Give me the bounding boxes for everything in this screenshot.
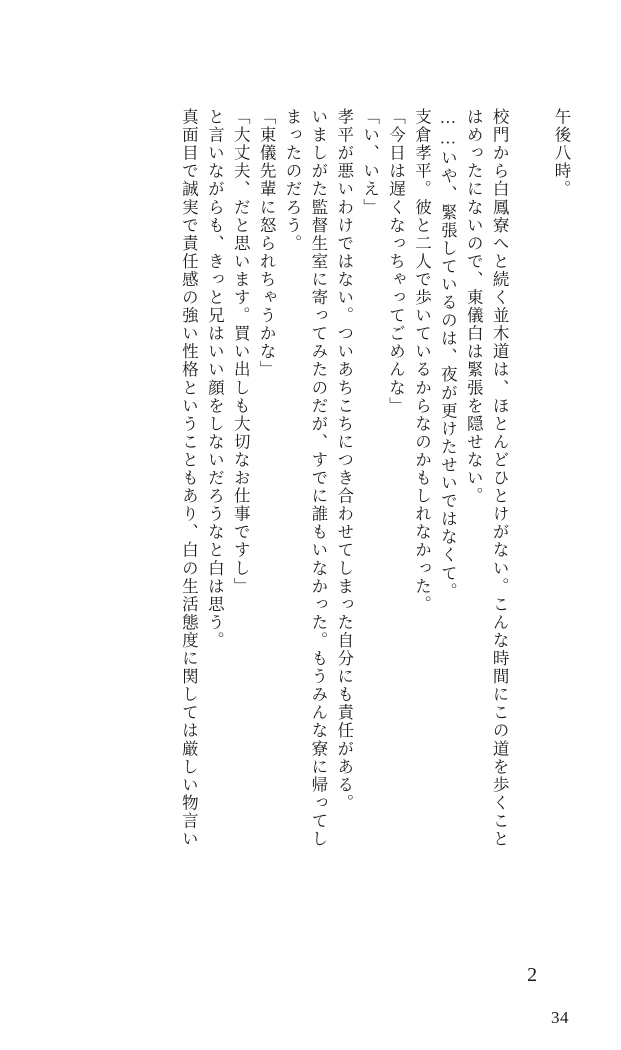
- text-column: 孝平が悪いわけではない。ついあちこちにつき合わせてしまった自分にも責任がある。: [334, 108, 354, 812]
- text-column: 「東儀先輩に怒られちゃうかな」: [257, 108, 277, 379]
- text-column: 「大丈夫、だと思います。買い出しも大切なお仕事ですし」: [231, 108, 251, 596]
- text-column: はめったにないので、東儀白は緊張を隠せない。: [464, 108, 484, 506]
- text-column: 午後八時。: [552, 108, 571, 199]
- text-column: 真面目で誠実で責任感の強い性格ということもあり、白の生活態度に関しては厳しい物言い: [179, 108, 199, 849]
- text-column: いましがた監督生室に寄ってみたのだが、すでに誰もいなかった。もうみんな寮に帰ってし: [308, 108, 328, 849]
- text-column: ……いや、緊張しているのは、夜が更けたせいではなくて。: [438, 108, 458, 601]
- text-column: まったのだろう。: [282, 108, 302, 253]
- chapter-number: 2: [521, 964, 544, 988]
- text-column: 校門から白鳳寮へと続く並木道は、ほとんどひとけがない。こんな時間にこの道を歩くこと: [490, 108, 510, 849]
- text-column: と言いながらも、きっと兄はいい顔をしないだろうなと白は思う。: [205, 108, 225, 650]
- vertical-text-body: [52, 108, 569, 988]
- page-number: 34: [551, 1008, 569, 1027]
- text-column: 支倉孝平。彼と二人で歩いているからなのかもしれなかった。: [412, 108, 432, 614]
- text-column: 「い、いえ」: [360, 108, 380, 217]
- text-column: 「今日は遅くなっちゃってごめんな」: [386, 108, 406, 415]
